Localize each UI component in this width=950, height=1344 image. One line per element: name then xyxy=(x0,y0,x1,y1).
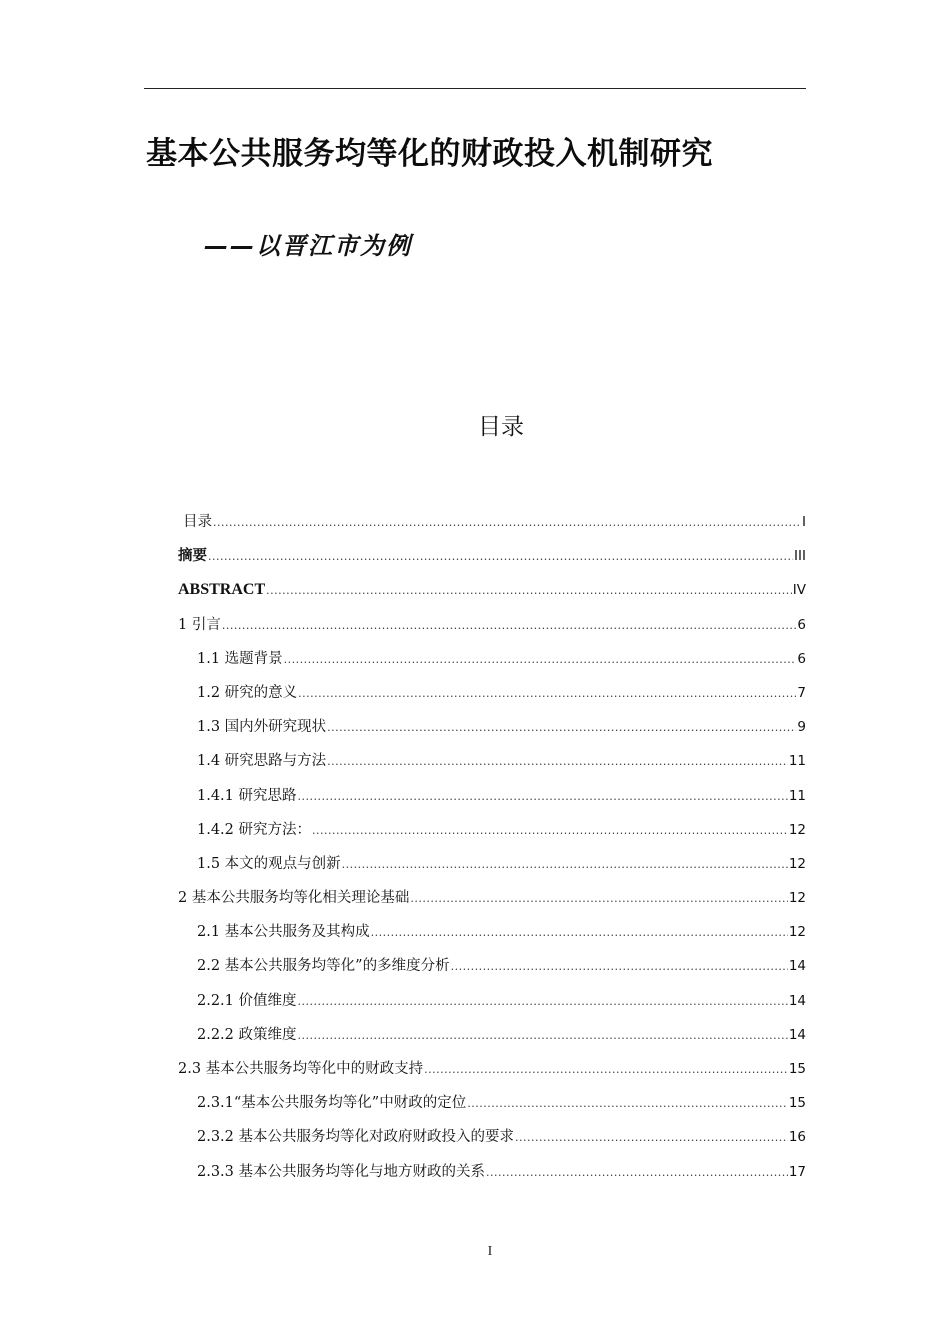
toc-entry-label: 2.3.2 基本公共服务均等化对政府财政投入的要求 xyxy=(197,1129,515,1146)
toc-dot-leader xyxy=(424,1053,788,1087)
toc-entry[interactable] xyxy=(178,881,806,915)
document-subtitle: ——以晋江市为例 xyxy=(204,232,412,260)
toc-dot-leader xyxy=(298,780,788,814)
toc-entry-page: 14 xyxy=(788,992,806,1009)
toc-entry[interactable] xyxy=(178,573,806,607)
toc-entry[interactable] xyxy=(178,642,806,676)
toc-entry-page: 12 xyxy=(788,890,806,907)
toc-entry-page: 6 xyxy=(797,616,806,633)
toc-entry-label: 1.3 国内外研究现状 xyxy=(197,719,327,736)
toc-entry-label: 2.2 基本公共服务均等化”的多维度分析 xyxy=(197,958,450,975)
toc-dot-leader xyxy=(327,711,796,745)
table-of-contents xyxy=(178,505,806,1189)
document-title: 基本公共服务均等化的财政投入机制研究 xyxy=(146,136,713,172)
toc-entry[interactable] xyxy=(178,608,806,642)
toc-entry-page: 12 xyxy=(788,821,806,838)
toc-entry[interactable] xyxy=(178,1018,806,1052)
toc-entry-page: 14 xyxy=(788,1026,806,1043)
toc-dot-leader xyxy=(312,814,788,848)
toc-entry-label: 1.4 研究思路与方法 xyxy=(197,753,327,770)
toc-entry-page: IV xyxy=(792,582,806,599)
toc-entry-page: 16 xyxy=(788,1129,806,1146)
toc-entry-page: 17 xyxy=(788,1163,806,1180)
toc-entry-label: 摘要 xyxy=(178,547,207,565)
toc-entry[interactable] xyxy=(178,1052,806,1086)
toc-dot-leader xyxy=(298,677,796,711)
toc-dot-leader xyxy=(266,574,792,608)
toc-entry[interactable] xyxy=(178,710,806,744)
toc-entry-label: 1.4.1 研究思路 xyxy=(197,787,297,804)
toc-entry[interactable] xyxy=(178,744,806,778)
toc-heading: 目录 xyxy=(478,414,524,440)
toc-entry-page: 7 xyxy=(797,684,806,701)
toc-entry[interactable] xyxy=(178,1155,806,1189)
toc-entry[interactable] xyxy=(178,539,806,573)
toc-entry-page: 12 xyxy=(788,855,806,872)
toc-entry-label: 1.5 本文的观点与创新 xyxy=(197,855,341,872)
toc-entry-label: 目录 xyxy=(183,514,212,530)
toc-dot-leader xyxy=(515,1121,788,1155)
toc-entry-page: 15 xyxy=(788,1095,806,1112)
toc-entry-page: 11 xyxy=(788,753,806,770)
toc-entry-page: 12 xyxy=(788,924,806,941)
toc-dot-leader xyxy=(451,950,788,984)
toc-entry-label: 2.3.3 基本公共服务均等化与地方财政的关系 xyxy=(197,1163,486,1180)
toc-dot-leader xyxy=(410,882,787,916)
toc-dot-leader xyxy=(284,643,797,677)
toc-dot-leader xyxy=(371,916,788,950)
toc-dot-leader xyxy=(327,745,788,779)
toc-dot-leader xyxy=(213,506,801,540)
toc-entry-label: 2 基本公共服务均等化相关理论基础 xyxy=(178,890,410,907)
toc-dot-leader xyxy=(486,1156,788,1190)
toc-entry-label: 2.3 基本公共服务均等化中的财政支持 xyxy=(178,1061,424,1077)
toc-entry-page: I xyxy=(802,514,806,530)
toc-entry[interactable] xyxy=(178,949,806,983)
toc-entry[interactable] xyxy=(178,915,806,949)
header-rule xyxy=(144,88,806,89)
toc-entry-page: 6 xyxy=(797,650,806,667)
toc-dot-leader xyxy=(222,609,797,643)
toc-entry-page: III xyxy=(794,548,806,565)
toc-entry-label: 2.1 基本公共服务及其构成 xyxy=(197,924,370,941)
toc-entry-label: 1.1 选题背景 xyxy=(197,650,283,667)
toc-dot-leader xyxy=(467,1087,788,1121)
footer-page-number: I xyxy=(487,1244,493,1259)
toc-entry[interactable] xyxy=(178,813,806,847)
toc-entry-page: 15 xyxy=(788,1061,806,1077)
toc-entry[interactable] xyxy=(178,1120,806,1154)
toc-entry[interactable] xyxy=(178,779,806,813)
toc-entry-page: 14 xyxy=(788,958,806,975)
toc-entry-label: 2.3.1“基本公共服务均等化”中财政的定位 xyxy=(197,1095,467,1112)
toc-dot-leader xyxy=(298,1019,788,1053)
toc-entry-label: 1.4.2 研究方法： xyxy=(197,821,312,838)
toc-entry-label: 2.2.1 价值维度 xyxy=(197,992,297,1009)
toc-entry-page: 9 xyxy=(797,719,806,736)
toc-entry-page: 11 xyxy=(788,787,806,804)
toc-entry-label: 1 引言 xyxy=(178,616,221,633)
toc-entry[interactable] xyxy=(178,847,806,881)
toc-entry-label: 1.2 研究的意义 xyxy=(197,684,298,701)
toc-dot-leader xyxy=(342,848,788,882)
toc-dot-leader xyxy=(208,540,793,574)
toc-entry[interactable] xyxy=(178,1086,806,1120)
toc-entry[interactable] xyxy=(178,984,806,1018)
toc-entry-label: 2.2.2 政策维度 xyxy=(197,1026,297,1043)
toc-entry[interactable] xyxy=(178,505,806,539)
toc-dot-leader xyxy=(298,985,788,1019)
toc-entry[interactable] xyxy=(178,676,806,710)
toc-entry-label: ABSTRACT xyxy=(178,581,266,599)
